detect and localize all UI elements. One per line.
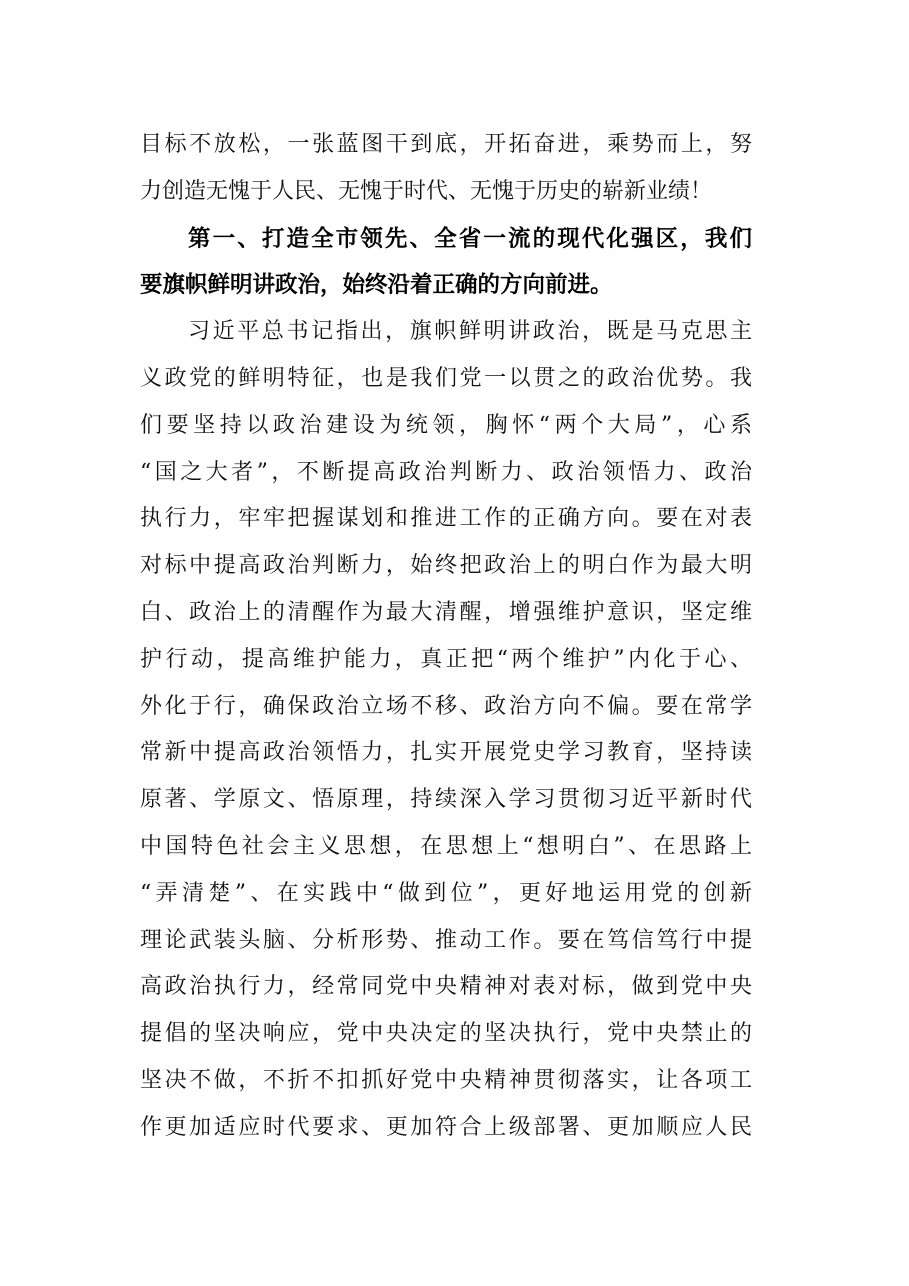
heading-line: 第一、打造全市领先、全省一流的现代化强区，我们 <box>188 225 752 252</box>
paragraph-line: 提倡的坚决响应，党中央决定的坚决执行，党中央禁止的 <box>140 1021 752 1047</box>
paragraph-line: 原著、学原文、悟原理，持续深入学习贯彻习近平新时代 <box>140 787 752 813</box>
paragraph-line: “弄清楚”、在实践中“做到位”，更好地运用党的创新 <box>140 880 752 906</box>
paragraph-line: 力创造无愧于人民、无愧于时代、无愧于历史的崭新业绩！ <box>140 178 713 204</box>
paragraph-line: 坚决不做，不折不扣抓好党中央精神贯彻落实，让各项工 <box>140 1067 752 1093</box>
heading-line: 要旗帜鲜明讲政治，始终沿着正确的方向前进。 <box>140 272 613 299</box>
paragraph-line: 执行力，牢牢把握谋划和推进工作的正确方向。要在对表 <box>140 506 752 532</box>
paragraph-line: 常新中提高政治领悟力，扎实开展党史学习教育，坚持读 <box>140 740 752 766</box>
paragraph-line: 护行动，提高维护能力，真正把“两个维护”内化于心、 <box>140 646 752 672</box>
paragraph-line: 对标中提高政治判断力，始终把政治上的明白作为最大明 <box>140 553 752 579</box>
body-paragraph <box>140 309 752 1151</box>
paragraph-line: 习近平总书记指出，旗帜鲜明讲政治，既是马克思主 <box>188 319 752 345</box>
section-heading <box>140 216 752 310</box>
paragraph-line: 作更加适应时代要求、更加符合上级部署、更加顺应人民 <box>140 1114 752 1140</box>
paragraph-line: 外化于行，确保政治立场不移、政治方向不偏。要在常学 <box>140 693 752 719</box>
paragraph-line: 理论武装头脑、分析形势、推动工作。要在笃信笃行中提 <box>140 927 752 953</box>
document-body <box>140 122 752 1152</box>
paragraph-line: 们要坚持以政治建设为统领，胸怀“两个大局”，心系 <box>140 412 752 438</box>
paragraph-line: “国之大者”，不断提高政治判断力、政治领悟力、政治 <box>140 459 752 485</box>
paragraph-line: 义政党的鲜明特征，也是我们党一以贯之的政治优势。我 <box>140 365 752 391</box>
paragraph-line: 高政治执行力，经常同党中央精神对表对标，做到党中央 <box>140 974 752 1000</box>
paragraph-line: 目标不放松，一张蓝图干到底，开拓奋进，乘势而上，努 <box>140 132 752 157</box>
intro-paragraph <box>140 122 752 216</box>
paragraph-line: 白、政治上的清醒作为最大清醒，增强维护意识，坚定维 <box>140 599 752 625</box>
paragraph-line: 中国特色社会主义思想，在思想上“想明白”、在思路上 <box>140 833 752 859</box>
